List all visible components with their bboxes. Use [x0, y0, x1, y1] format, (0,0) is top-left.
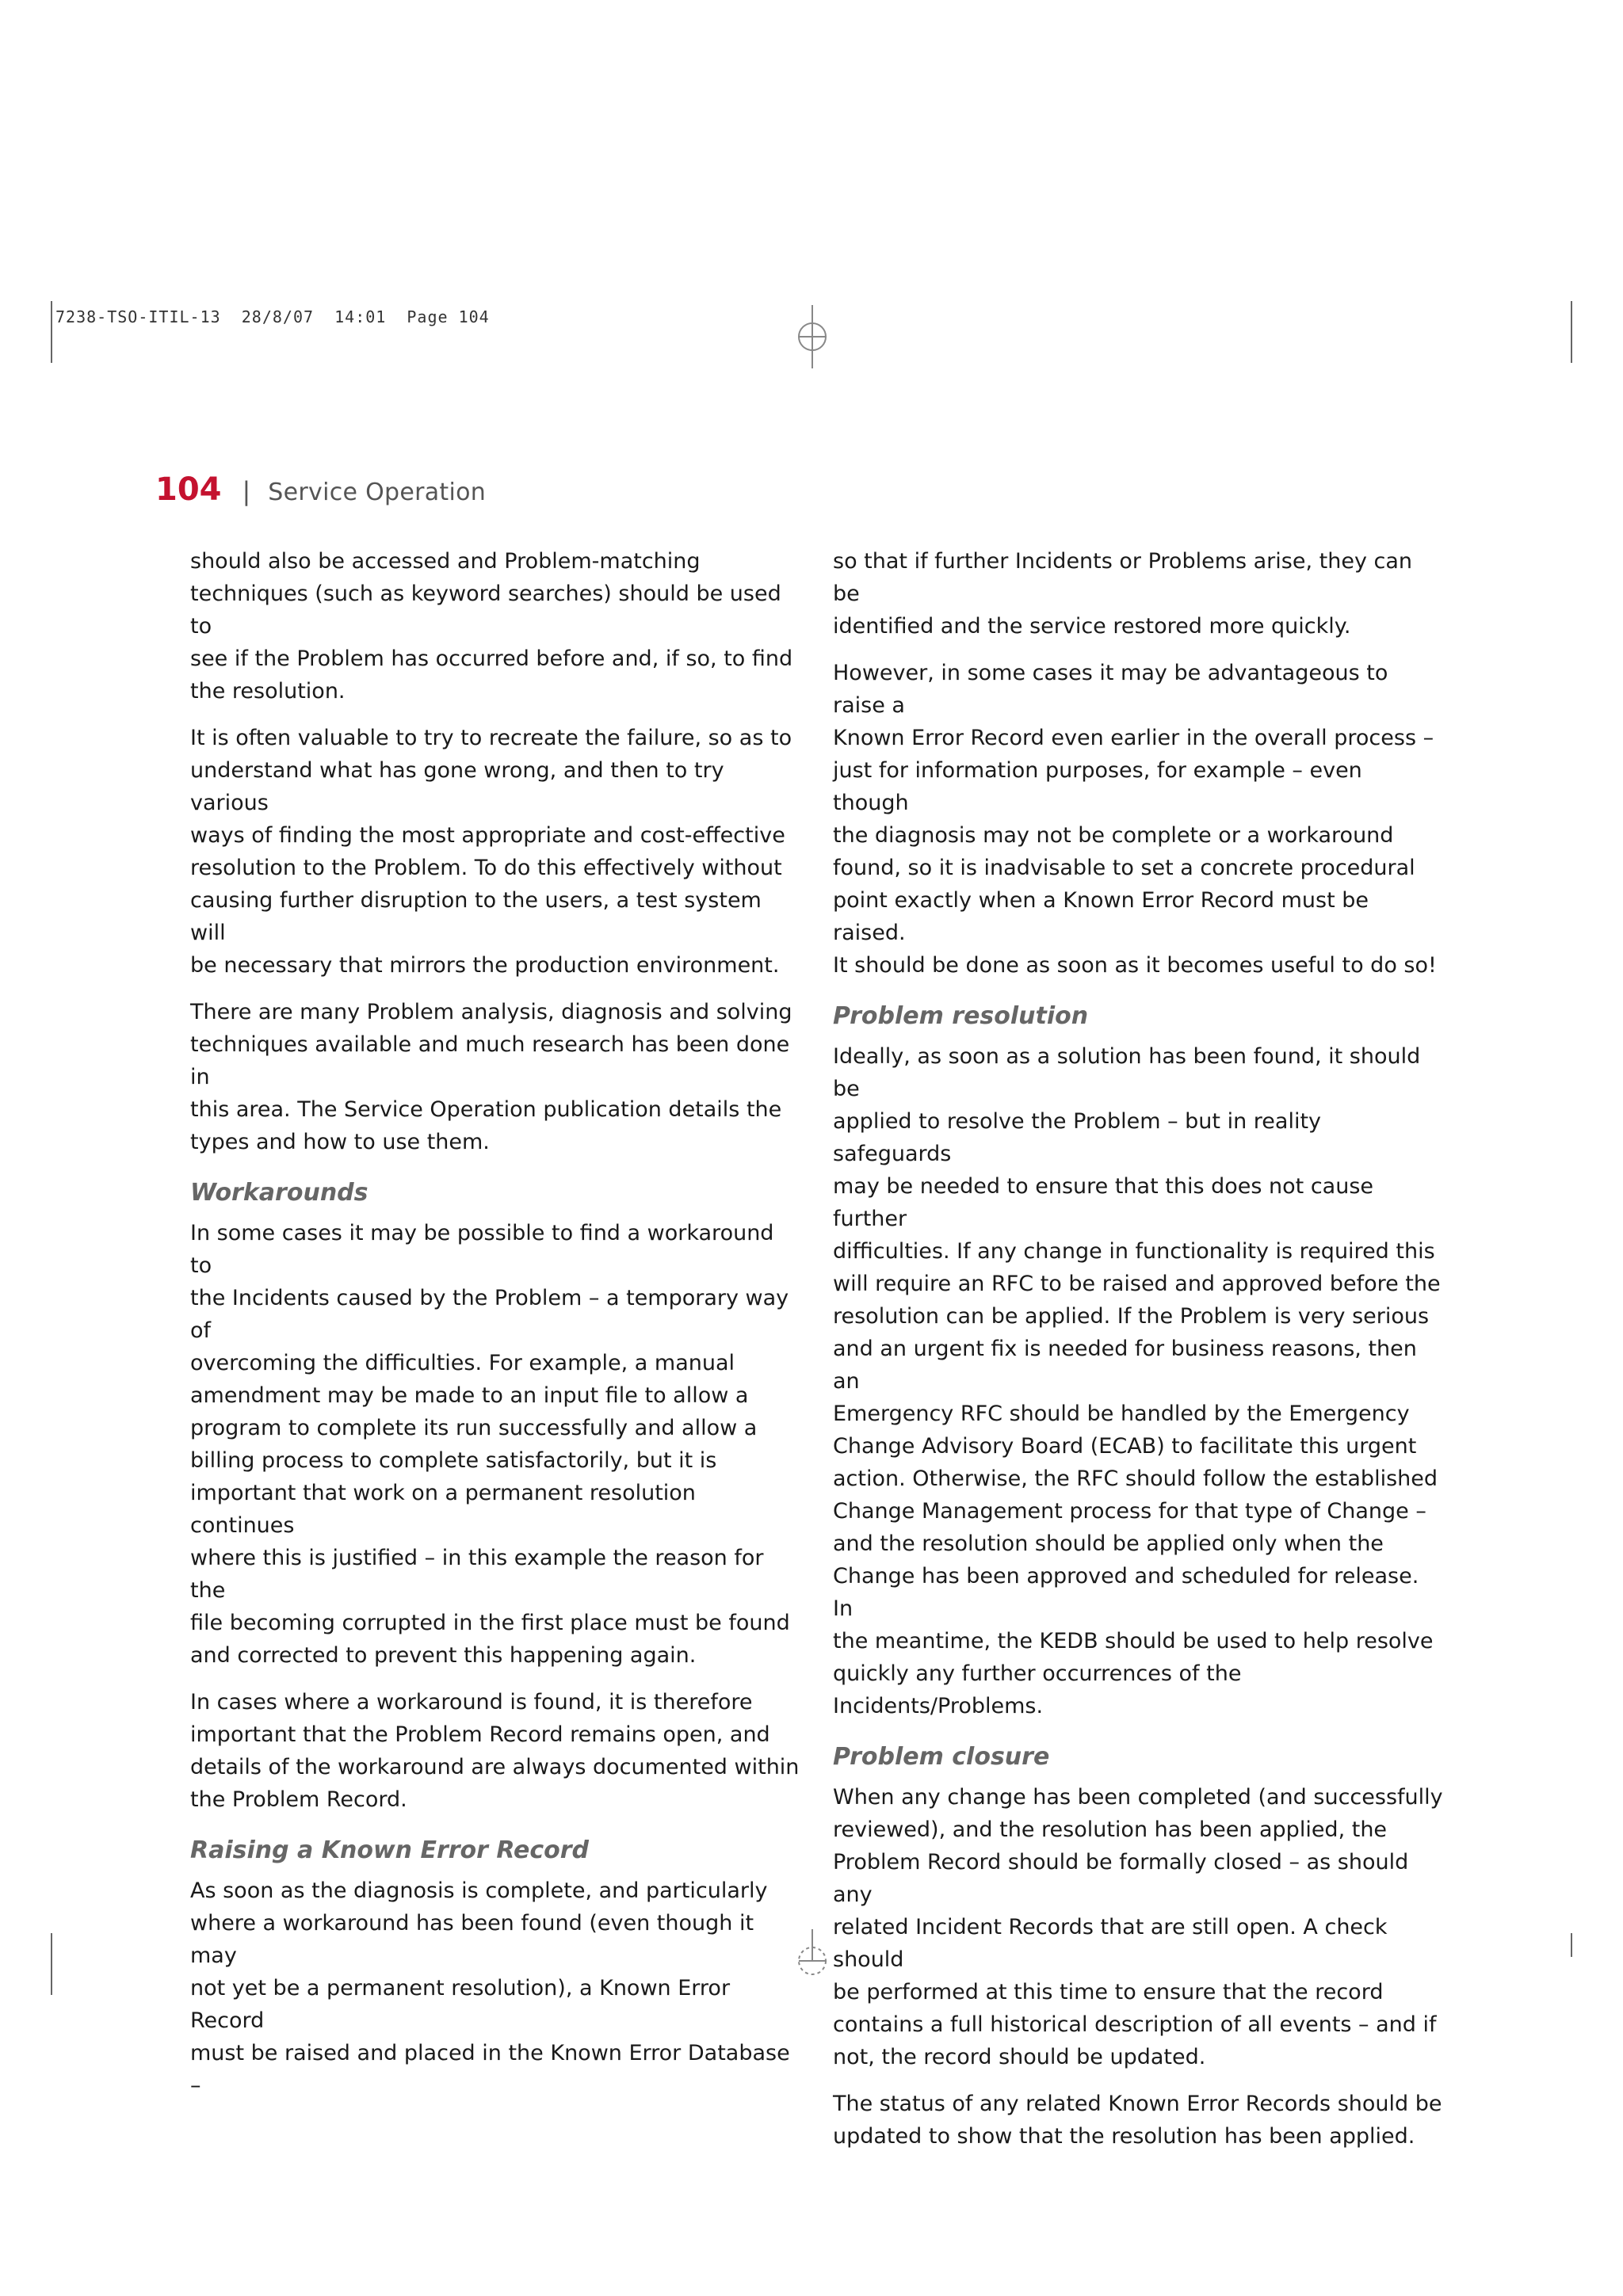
header-separator: | — [242, 476, 251, 506]
heading-raising-known-error-record: Raising a Known Error Record — [190, 1836, 590, 1864]
heading-problem-closure: Problem closure — [833, 1743, 1050, 1771]
paragraph: However, in some cases it may be advantageous to raise a Known Error Record even earlier in the overall process – just for information purposes, for example – even though the diagnosis may not be complete or a workaround found, so it is inadvisable to set a concrete procedural point exactly when a Known Error Record must be raised. It should be done as soon as it becomes useful to do so! — [833, 661, 1437, 978]
heading-workarounds: Workarounds — [190, 1179, 369, 1207]
registration-mark-top — [792, 305, 832, 368]
paragraph: There are many Problem analysis, diagnosis and solving techniques available and much research has been done in this area. The Service Operation publication details the types and how to use them. — [190, 1000, 792, 1154]
running-head — [155, 471, 486, 511]
crop-mark-top-left — [51, 301, 52, 363]
paragraph: In cases where a workaround is found, it is therefore important that the Problem Record remains open, and details of the workaround are always documented within the Problem Record. — [190, 1690, 800, 1812]
paragraph: The status of any related Known Error Records should be updated to show that the resolution has been applied. — [833, 2092, 1442, 2149]
paragraph: Ideally, as soon as a solution has been found, it should be applied to resolve the Problem – but in reality safeguards may be needed to ensure that this does not cause further difficulties. If any change in functionality is required this will require an RFC to be raised and approved before the resolution can be applied. If the Problem is very serious and an urgent fix is needed for business reasons, then an Emergency RFC should be handled by the Emergency Change Advisory Board (ECAB) to facilitate this urgent action. Otherwise, the RFC should follow the established Change Management process for that type of Change – and the resolution should be applied only when the Change has been approved and scheduled for release. In the meantime, the KEDB should be used to help resolve quickly any further occurrences of the Incidents/Problems. — [833, 1044, 1441, 1718]
paragraph: It is often valuable to try to recreate the failure, so as to understand what has gone wrong, and then to try various ways of finding the most appropriate and cost-effective resolution to the Problem. To do this effectively without causing further disruption to the users, a test system will be necessary that mirrors the production environment. — [190, 726, 792, 978]
paragraph: When any change has been completed (and successfully reviewed), and the resolution has been applied, the Problem Record should be formally closed – as should any related Incident Records that are still open. A check should be performed at this time to ensure that the record contains a full historical description of all events – and if not, the record should be updated. — [833, 1785, 1443, 2069]
crop-mark-bottom-left — [51, 1933, 52, 1995]
right-column — [833, 545, 1443, 2167]
section-title: Service Operation — [268, 479, 487, 506]
paragraph: should also be accessed and Problem-matching techniques (such as keyword searches) should be used to see if the Problem has occurred before and, if so, to find the resolution. — [190, 549, 793, 704]
crop-mark-bottom-right — [1571, 1933, 1572, 1957]
printer-slug: 7238-TSO-ITIL-13 28/8/07 14:01 Page 104 — [55, 307, 490, 326]
paragraph: so that if further Incidents or Problems arise, they can be identified and the service restored more quickly. — [833, 549, 1413, 639]
paragraph: As soon as the diagnosis is complete, and particularly where a workaround has been found (even though it may not yet be a permanent resolution), a Known Error Record must be raised and placed in the Known Error Database – — [190, 1878, 790, 2098]
heading-problem-resolution: Problem resolution — [833, 1002, 1089, 1030]
paragraph: In some cases it may be possible to find a workaround to the Incidents caused by the Problem – a temporary way of overcoming the difficulties. For example, a manual amendment may be made to an input file to allow a program to complete its run successfully and allow a billing process to complete satisfactorily, but it is important that work on a permanent resolution continues where this is justified – in this example the reason for the file becoming corrupted in the first place must be found and corrected to prevent this happening again. — [190, 1221, 790, 1668]
page-number: 104 — [155, 471, 222, 508]
left-column — [190, 545, 800, 2116]
crop-mark-top-right — [1571, 301, 1572, 363]
